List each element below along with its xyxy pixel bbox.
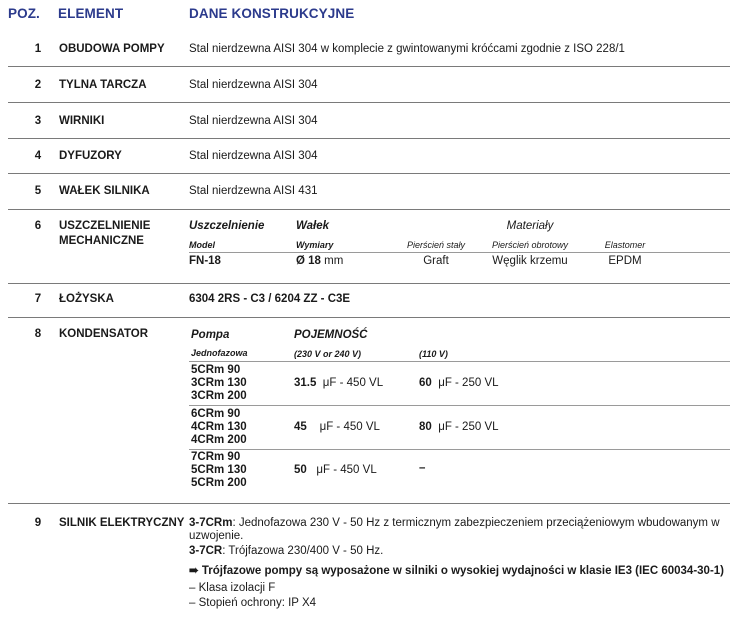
row-number: 7: [34, 293, 42, 305]
seal-sub-fixed: Pierścień stały: [406, 240, 466, 250]
row-divider: [8, 503, 730, 504]
capacitor-230-value: 45 μF - 450 VL: [294, 421, 380, 433]
seal-subheader-divider: [189, 252, 730, 253]
row-divider: [8, 66, 730, 67]
row-number: 2: [34, 79, 42, 91]
seal-sub-model: Model: [189, 240, 215, 250]
bearings-value: 6304 2RS - C3 / 6204 ZZ - C3E: [189, 293, 351, 305]
seal-col-seal: Uszczelnienie: [189, 220, 265, 232]
seal-model-value: FN-18: [189, 255, 221, 267]
row-number: 3: [34, 115, 42, 127]
capacitor-sub-230: (230 V or 240 V): [294, 349, 362, 359]
capacitor-pump-list: 7CRm 90 5CRm 130 5CRm 200: [191, 451, 247, 489]
seal-sub-elastomer: Elastomer: [604, 240, 646, 250]
capacitor-divider: [189, 361, 730, 362]
motor-insulation-class: – Klasa izolacji F: [189, 582, 276, 594]
row-element-line2: MECHANICZNE: [59, 235, 144, 247]
capacitor-divider: [189, 405, 730, 406]
row-element: KONDENSATOR: [59, 328, 149, 340]
capacitor-230-value: 31.5 μF - 450 VL: [294, 377, 384, 389]
row-number: 4: [34, 150, 42, 162]
header-pos: POZ.: [8, 6, 40, 21]
row-divider: [8, 209, 730, 210]
row-number: 1: [34, 43, 42, 55]
capacitor-110-value: 60 μF - 250 VL: [419, 377, 499, 389]
row-divider: [8, 317, 730, 318]
row-number: 9: [34, 517, 42, 529]
capacitor-col-capacity: POJEMNOŚĆ: [294, 329, 368, 341]
seal-elastomer-value: EPDM: [608, 255, 642, 267]
seal-fixed-value: Graft: [423, 255, 449, 267]
row-element: SILNIK ELEKTRYCZNY: [59, 517, 185, 529]
row-divider: [8, 173, 730, 174]
capacitor-col-pump: Pompa: [191, 329, 230, 341]
row-element: OBUDOWA POMPY: [59, 43, 165, 55]
row-element: TYLNA TARCZA: [59, 79, 147, 91]
row-divider: [8, 283, 730, 284]
capacitor-pump-list: 6CRm 90 4CRm 130 4CRm 200: [191, 408, 247, 446]
seal-sub-rotating: Pierścień obrotowy: [491, 240, 569, 250]
row-element: ŁOŻYSKA: [59, 293, 114, 305]
row-divider: [8, 138, 730, 139]
row-description: Stal nierdzewna AISI 304: [189, 79, 318, 91]
seal-dims-value: Ø 18 mm: [296, 255, 344, 267]
seal-col-shaft: Wałek: [296, 220, 330, 232]
row-number: 8: [34, 328, 42, 340]
header-element: ELEMENT: [58, 6, 124, 21]
capacitor-pump-list: 5CRm 90 3CRm 130 3CRm 200: [191, 364, 247, 402]
row-number: 6: [34, 220, 42, 232]
motor-single-phase-text: 3-7CRm: Jednofazowa 230 V - 50 Hz z termicznym zabezpieczeniem przeciążeniowym wbudowanym w: [189, 517, 720, 529]
row-element: WAŁEK SILNIKA: [59, 185, 150, 197]
capacitor-sub-110: (110 V): [419, 349, 448, 359]
motor-single-phase-cont: uzwojenie.: [189, 530, 244, 542]
row-description: Stal nierdzewna AISI 304: [189, 115, 318, 127]
motor-efficiency-note: ➠ Trójfazowe pompy są wyposażone w silniki o wysokiej wydajności w klasie IE3 (IEC 60034-30-1): [189, 565, 725, 577]
row-element-line1: USZCZELNIENIE: [59, 220, 151, 232]
arrow-icon: ➠: [189, 565, 199, 577]
seal-rotating-value: Węglik krzemu: [492, 255, 568, 267]
motor-three-phase-text: 3-7CR: Trójfazowa 230/400 V - 50 Hz.: [189, 545, 384, 557]
capacitor-divider: [189, 449, 730, 450]
row-description: Stal nierdzewna AISI 304 w komplecie z gwintowanymi króćcami zgodnie z ISO 228/1: [189, 43, 625, 55]
capacitor-230-value: 50 μF - 450 VL: [294, 464, 377, 476]
capacitor-sub-single: Jednofazowa: [191, 348, 248, 358]
row-number: 5: [34, 185, 42, 197]
row-element: DYFUZORY: [59, 150, 122, 162]
row-divider: [8, 102, 730, 103]
row-description: Stal nierdzewna AISI 431: [189, 185, 318, 197]
capacitor-110-value: –: [419, 462, 426, 474]
seal-sub-dims: Wymiary: [296, 240, 334, 250]
seal-col-materials: Materiały: [506, 220, 554, 232]
row-description: Stal nierdzewna AISI 304: [189, 150, 318, 162]
header-dane: DANE KONSTRUKCYJNE: [189, 6, 355, 21]
row-element: WIRNIKI: [59, 115, 105, 127]
capacitor-110-value: 80 μF - 250 VL: [419, 421, 499, 433]
motor-protection-degree: – Stopień ochrony: IP X4: [189, 597, 317, 609]
